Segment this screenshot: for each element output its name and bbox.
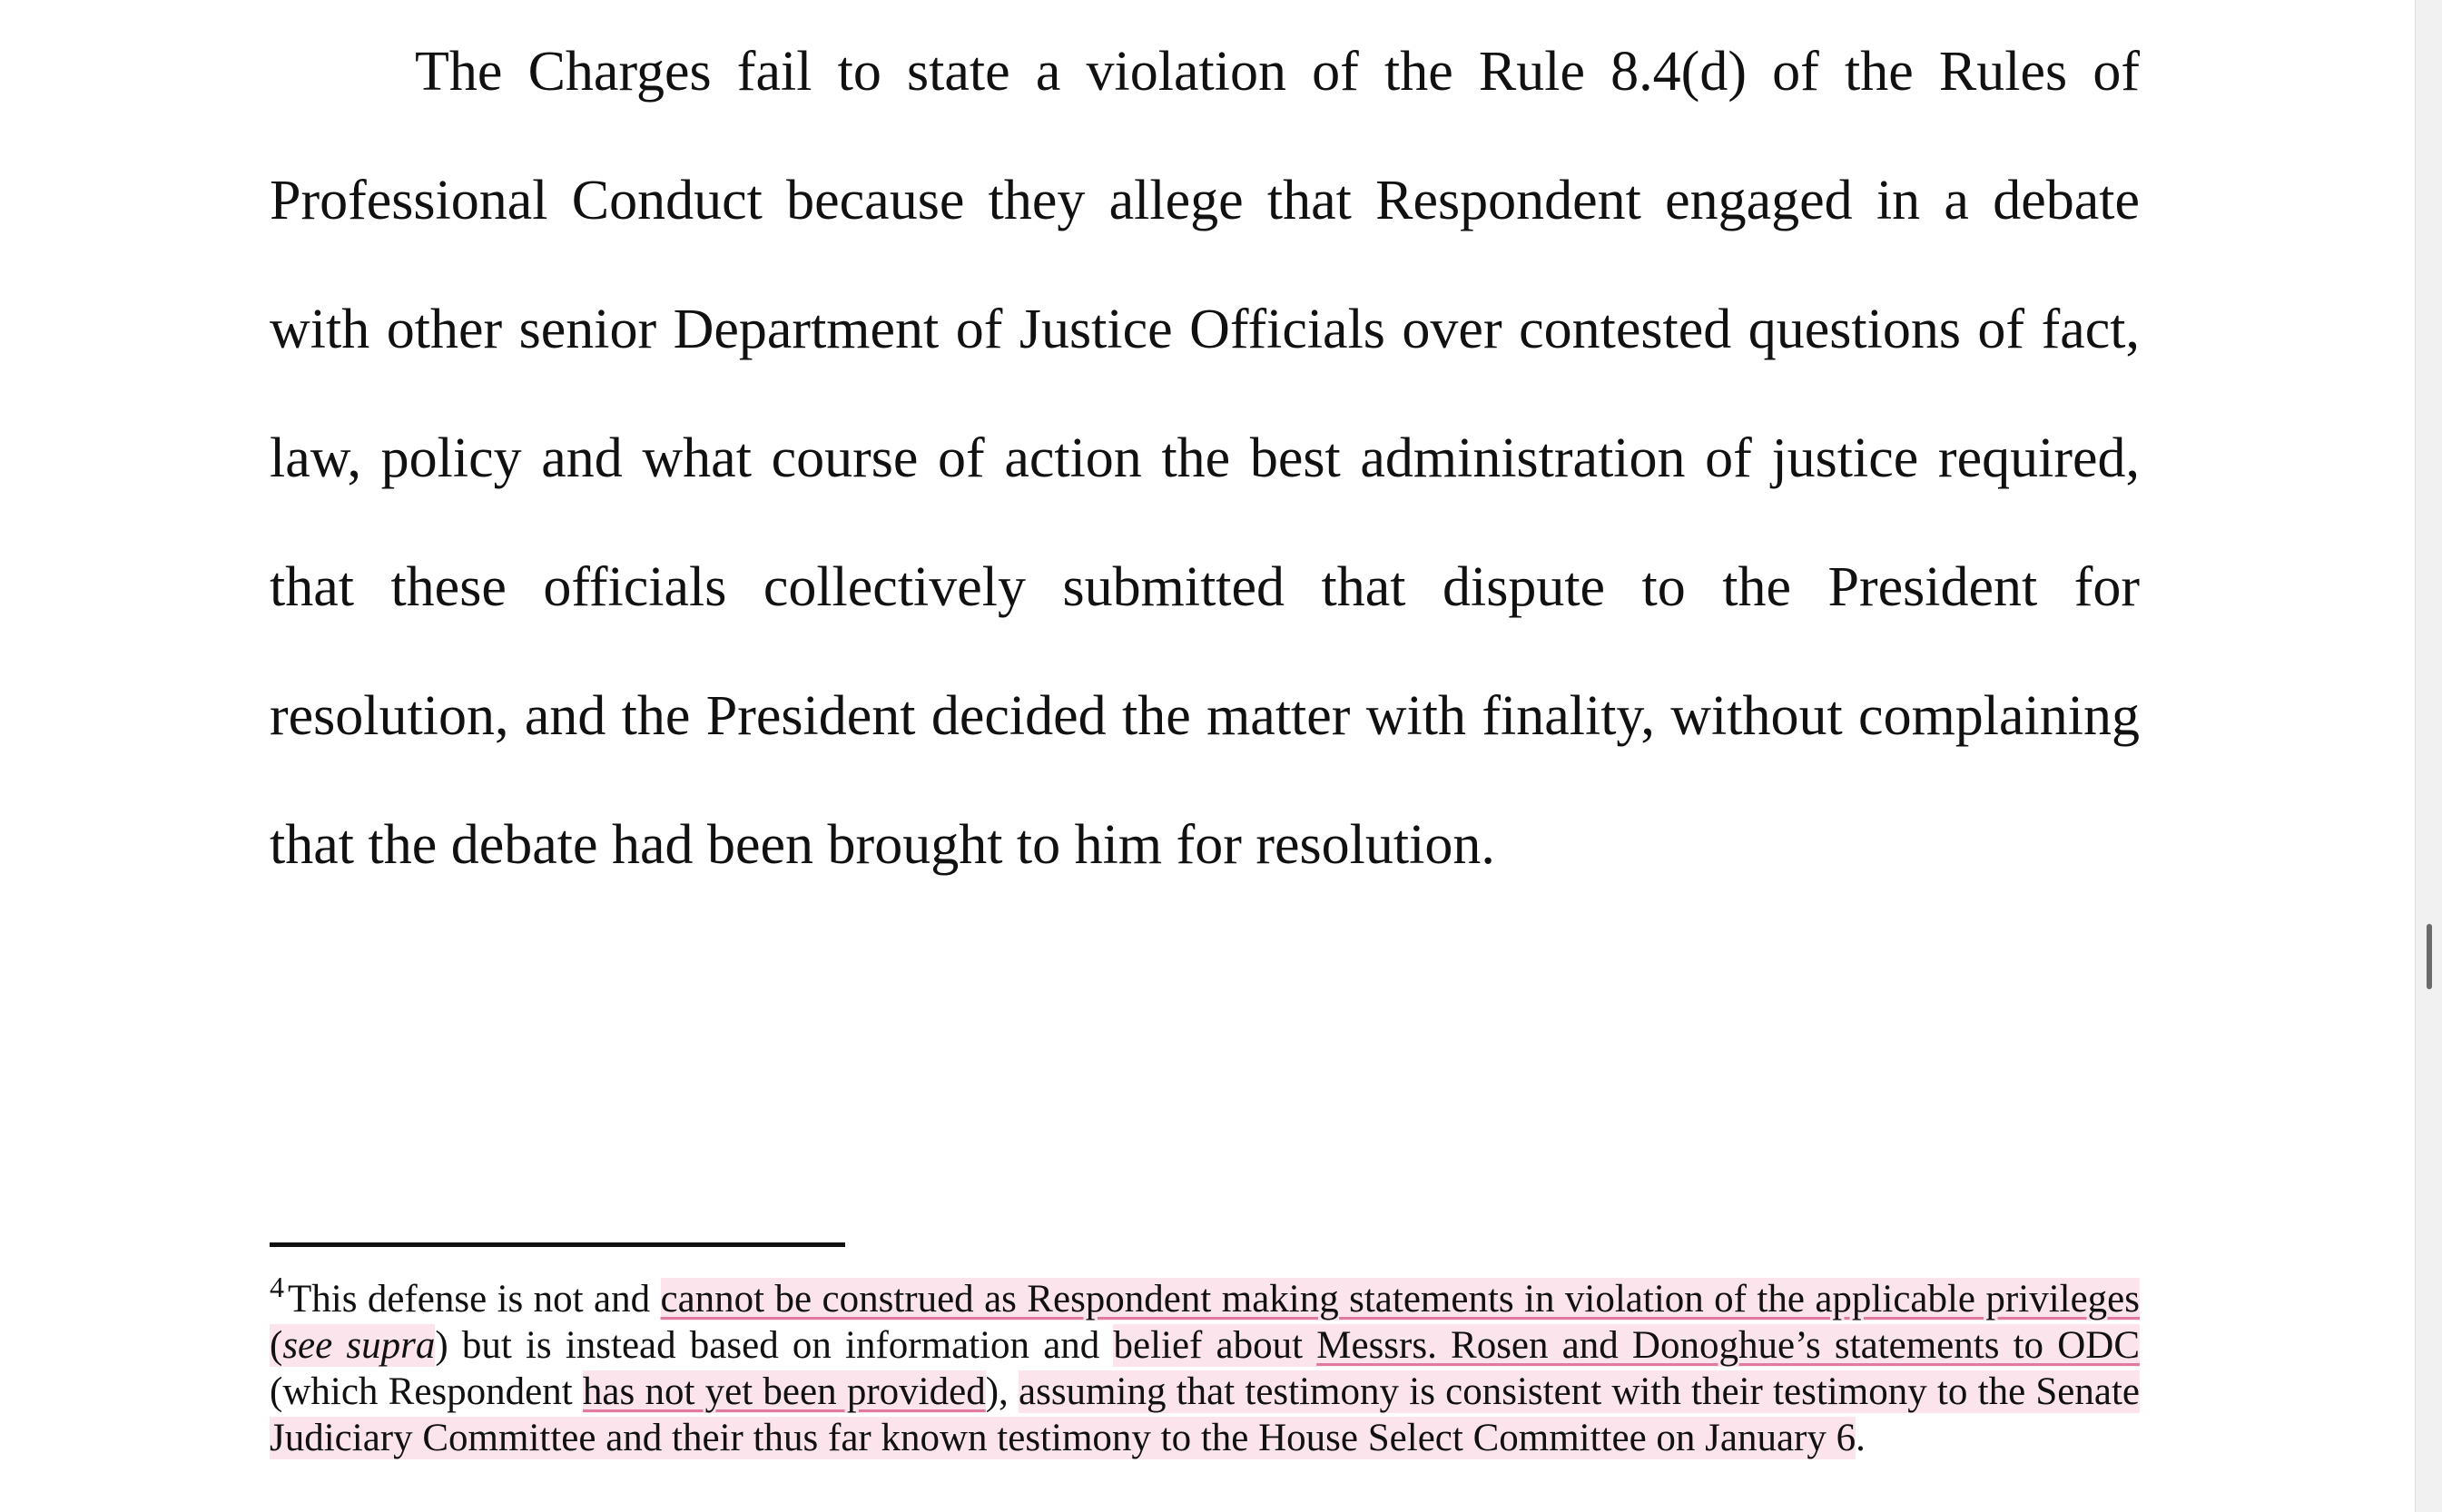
footnote-italic-see-supra: see supra <box>282 1324 436 1367</box>
footnote-highlight-statements: Messrs. Rosen and Donoghue’s statements to ODC <box>1316 1324 2141 1367</box>
footnote-highlight-belief: belief about <box>1113 1324 1317 1367</box>
footnote-highlight-privileges: cannot be construed as Respondent making statements in violation of the applicable privileges <box>660 1278 2140 1321</box>
footnote-text-plain: ( <box>270 1324 283 1367</box>
body-paragraph: The Charges fail to state a violation of the Rule 8.4(d) of the Rules of Professional Conduct because they allege that Respondent engaged in a debate with other senior Department of Justice Officials over contested questions of fact, law, policy and what course of action the best administration of justice required, that these officials collectively submitted that dispute to the President for resolution, and the President decided the matter with finality, without complaining that the debate had been brought to him for resolution. <box>270 41 2140 876</box>
footnote-text-plain: . <box>1856 1417 1866 1459</box>
footnote-text-plain: ) but is instead based on information and <box>435 1324 1114 1367</box>
vertical-scrollbar[interactable] <box>2415 0 2442 1512</box>
footnote-number: 4 <box>270 1271 284 1303</box>
scrollbar-thumb[interactable] <box>2427 924 2432 989</box>
footnote-text-plain: This defense is not and <box>288 1278 661 1321</box>
footnote-text-plain: ), <box>985 1370 1019 1413</box>
footnote-separator <box>270 1242 845 1247</box>
footnote-4 <box>270 1271 2141 1461</box>
footnote-highlight-testimony: assuming that testimony is consistent with their testimony to the Senate Judiciary Committee and their thus far known testimony to the House Select Committee on January 6 <box>270 1370 2141 1459</box>
footnote-highlight-not-provided: has not yet been provided <box>582 1370 986 1413</box>
footnote-text-plain: (which Respondent <box>270 1370 583 1413</box>
